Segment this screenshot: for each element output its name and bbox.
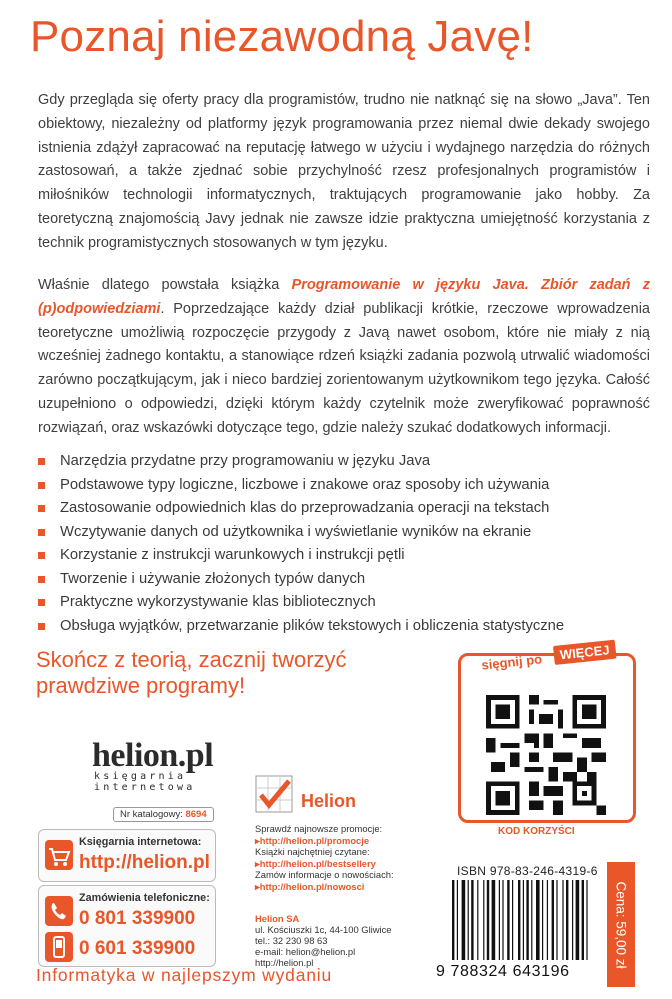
company-name: Helion SA (255, 913, 300, 924)
bullet-icon (38, 576, 45, 583)
logo-main-text: helion.pl (92, 737, 214, 774)
feature-text: Podstawowe typy logiczne, liczbowe i znakowe oraz sposoby ich używania (60, 476, 550, 493)
bullet-icon (38, 505, 45, 512)
feature-item (38, 474, 564, 498)
catalog-value: 8694 (185, 809, 207, 820)
footer-tagline: Informatyka w najlepszym wydaniu (36, 965, 332, 985)
qr-code-icon[interactable] (486, 695, 606, 820)
promo-label: Sprawdź najnowsze promocje: (255, 823, 383, 834)
website[interactable]: http://helion.pl (255, 957, 314, 968)
promo-link[interactable]: ▸ http://helion.pl/promocje (255, 835, 394, 847)
publisher-links (255, 823, 394, 892)
isbn-label: ISBN 978-83-246-4319-6 (457, 864, 598, 878)
book-title: Programowanie w języku Java. Zbiór zadań z (p)odpowiedziami (38, 277, 650, 317)
catalog-label: Nr katalogowy: (120, 809, 183, 820)
phone-number-1: 0 801 339900 (79, 908, 196, 929)
page-title: Poznaj niezawodną Javę! (30, 12, 534, 61)
bullet-icon (38, 552, 45, 559)
street-address: ul. Kościuszki 1c, 44-100 Gliwice (255, 924, 392, 935)
catalog-number (113, 807, 214, 822)
bookstore-url-link[interactable]: http://helion.pl (79, 852, 210, 873)
feature-text: Korzystanie z instrukcji warunkowych i instrukcji pętli (60, 547, 405, 563)
bookstore-panel (38, 829, 216, 882)
feature-text: Praktyczne wykorzystywanie klas bibliotecznych (60, 594, 376, 610)
intro-paragraph: Gdy przegląda się oferty pracy dla programistów, trudno nie natknąć się na słowo „Java”. Ten obiektowy, niezależny od platformy język programowania przez niemal dwie dekady swojego istnienia zdążył zapracować na reputację łatwego w użyciu i wydajnego narzędzia do różnych zastosowań, a także zjednać sobie przychylność rzesz profesjonalnych programistów i miłośników technologii informatycznych, traktujących programowanie jako hobby. Za teoretyczną znajomością Javy jednak nie zawsze idzie praktyczna umiejętność korzystania z technik programistycznych stosowanych w tym języku. (38, 92, 650, 251)
orders-label: Zamówienia telefoniczne: (79, 892, 210, 904)
bestsellers-link[interactable]: ▸ http://helion.pl/bestsellery (255, 858, 394, 870)
feature-item (38, 521, 564, 545)
phone-number-2: 0 601 339900 (79, 938, 196, 959)
qr-caption: KOD KORZYŚCI (498, 826, 575, 837)
bullet-icon (38, 482, 45, 489)
helion-pl-logo (92, 737, 232, 797)
feature-item (38, 568, 564, 592)
feature-item (38, 544, 564, 568)
price-text: Cena: 59,00 zł (613, 880, 629, 969)
helion-checkmark-logo-icon (255, 775, 295, 815)
shopping-cart-icon (45, 840, 73, 870)
logo-sub-text: internetowa (94, 782, 196, 793)
qr-code-panel (458, 642, 638, 843)
feature-item (38, 497, 564, 521)
feature-item (38, 591, 564, 615)
description-paragraph (38, 274, 650, 441)
phone-icon (45, 896, 73, 926)
feature-item (38, 450, 564, 474)
price-label (607, 862, 635, 987)
bestsellers-label: Książki najchętniej czytane: (255, 846, 370, 857)
news-link[interactable]: ▸ http://helion.pl/nowosci (255, 881, 394, 893)
logo-sub-text: księgarnia (94, 771, 187, 782)
barcode-digits: 9 788324 643196 (436, 963, 570, 980)
slogan-line: Skończ z teorią, zacznij tworzyć (36, 647, 347, 672)
barcode-icon (450, 880, 600, 967)
publisher-address (255, 913, 392, 968)
feature-text: Obsługa wyjątków, przetwarzanie plików tekstowych i obliczenia statystyczne (60, 617, 565, 634)
bullet-icon (38, 599, 45, 606)
feature-text: Narzędzia przydatne przy programowaniu w języku Java (60, 453, 431, 469)
slogan-line: prawdziwe programy! (36, 673, 246, 698)
bookstore-label: Księgarnia internetowa: (79, 836, 202, 848)
publisher-name: Helion (301, 791, 357, 811)
news-label: Zamów informacje o nowościach: (255, 869, 394, 880)
orders-panel (38, 885, 216, 967)
mobile-phone-icon (45, 932, 73, 962)
bullet-icon (38, 623, 45, 630)
description-text-before: Właśnie dlatego powstała książka (38, 277, 292, 293)
feature-text: Zastosowanie odpowiednich klas do przeprowadzania operacji na tekstach (60, 500, 550, 516)
telephone: tel.: 32 230 98 63 (255, 935, 328, 946)
description-text-after: . Poprzedzające każdy dział publikacji krótkie, rzeczowe wprowadzenia teoretyczne umożliwią rozpoczęcie przygody z Javą nawet osobom, które nie miały z nią wcześniej żadnego kontaktu, a stanowiące rdzeń książki zadania pozwolą utrwalić wiadomości zarówno początkującym, jak i nieco bardziej zorientowanym użytkownikom tego języka. Całość uzupełniono o odpowiedzi, dzięki którym każdy czytelnik może zweryfikować poprawność rozwiązań, oraz wskazówki dotyczące tego, gdzie należy szukać dodatkowych informacji. (38, 300, 650, 436)
bullet-icon (38, 529, 45, 536)
qr-banner-label: sięgnij po (480, 651, 543, 673)
features-list (38, 450, 564, 638)
feature-text: Wczytywanie danych od użytkownika i wyświetlanie wyników na ekranie (60, 523, 532, 540)
qr-banner-more: WIĘCEJ (553, 640, 616, 665)
slogan (36, 647, 347, 699)
feature-item (38, 615, 564, 639)
feature-text: Tworzenie i używanie złożonych typów danych (60, 570, 366, 587)
bullet-icon (38, 458, 45, 465)
email[interactable]: e-mail: helion@helion.pl (255, 946, 356, 957)
